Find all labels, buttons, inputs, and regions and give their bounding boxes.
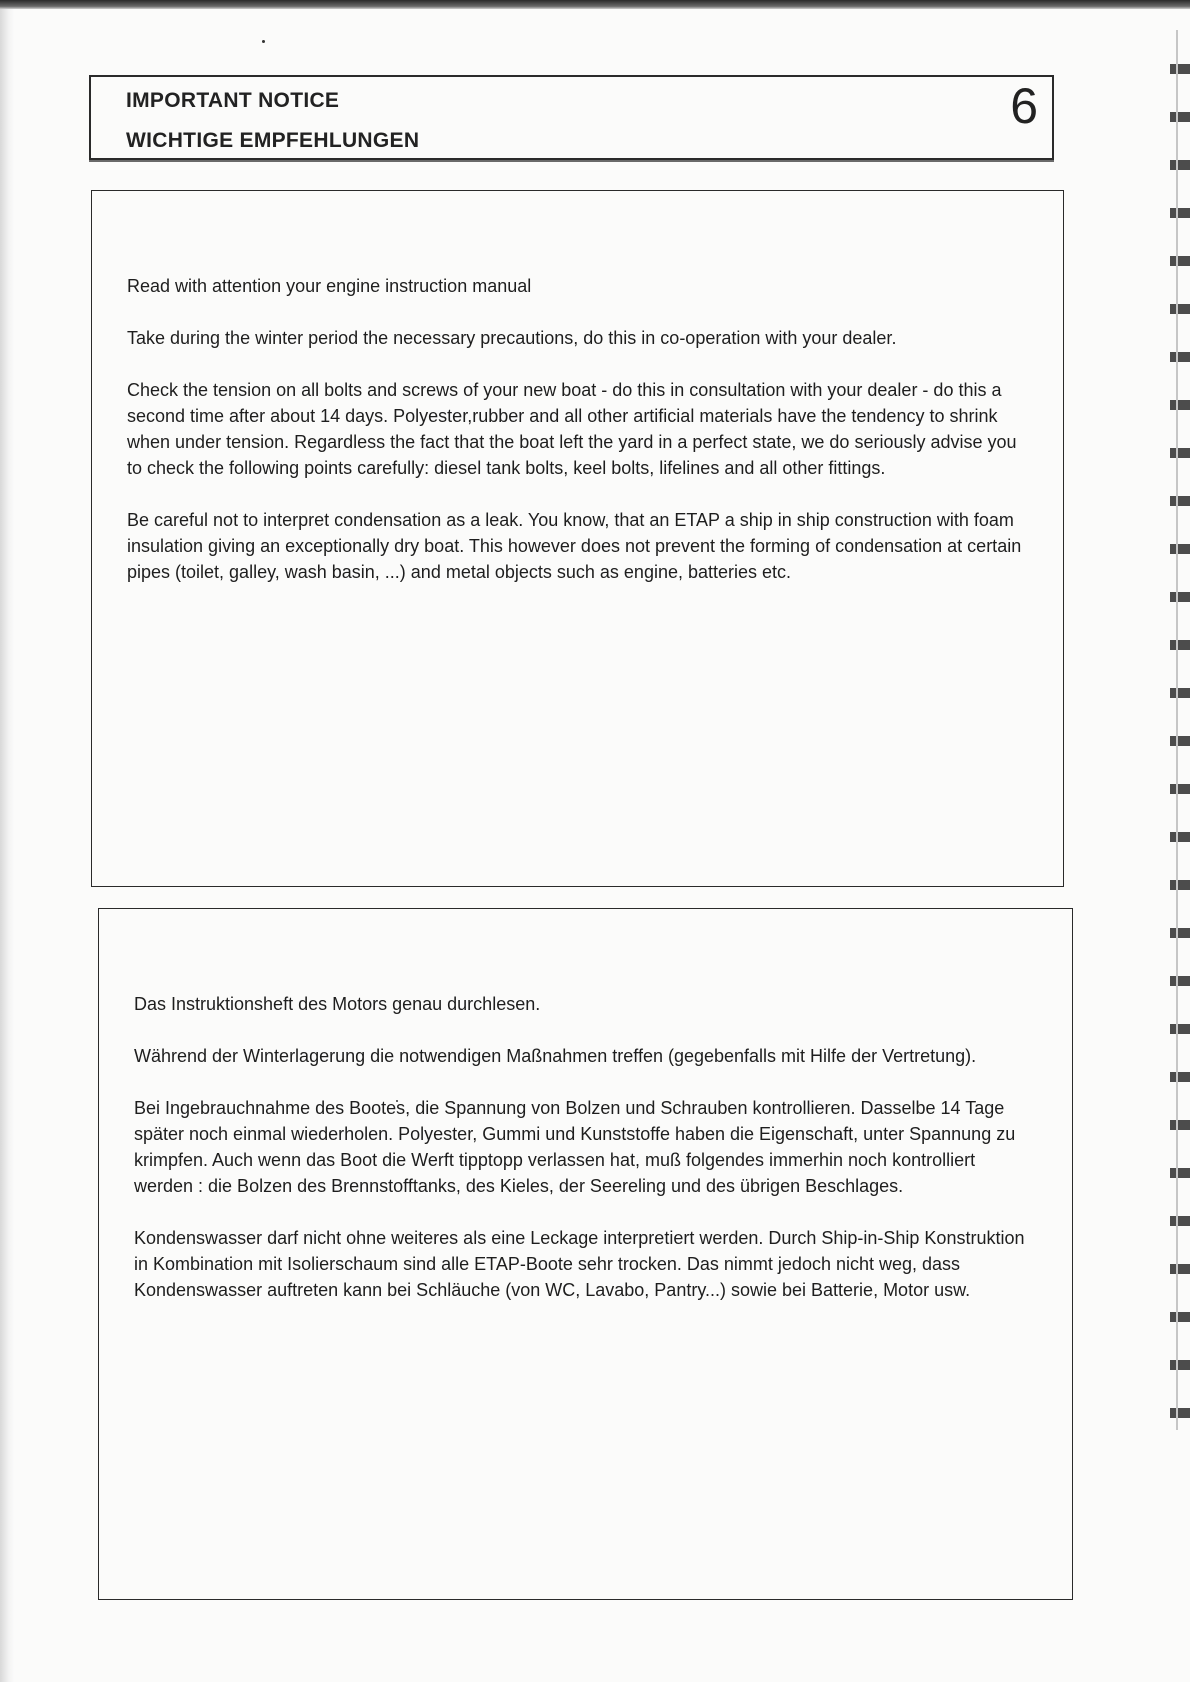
german-paragraph-bolt-tension: Bei Ingebrauchnahme des Bootes, die Spannung von Bolzen und Schrauben kontrollieren. Dasselbe 14 Tage später noch einmal wiederholen. Polyester, Gummi und Kunststoffe haben die Eigenschaft, unter Spannung zu krimpfen. Auch wenn das Boot die Werft tipptopp verlassen hat, muß folgendes immerhin noch kontrolliert werden : die Bolzen des Brennstofftanks, des Kieles, der Seereling und des übrigen Beschlages.	[134, 1098, 1016, 1196]
german-paragraph-condensation: Kondenswasser darf nicht ohne weiteres als eine Leckage interpretiert werden. Durch Ship-in-Ship Konstruktion in Kombination mit Isolierschaum sind alle ETAP-Boote sehr trocken. Das nimmt jedoch nicht weg, dass Kondenswasser auftreten kann bei Schläuche (von WC, Lavabo, Pantry...) sowie bei Batterie, Motor usw.	[134, 1228, 1025, 1300]
notice-header	[89, 75, 1054, 160]
german-paragraph-winter: Während der Winterlagerung die notwendigen Maßnahmen treffen (gegebenfalls mit Hilfe der Vertretung).	[134, 1046, 977, 1066]
english-notice-box	[91, 190, 1064, 887]
header-title-german: WICHTIGE EMPFEHLUNGEN	[126, 129, 420, 152]
german-paragraph-engine-manual: Das Instruktionsheft des Motors genau durchlesen.	[134, 994, 541, 1014]
english-paragraph-winter: Take during the winter period the necessary precautions, do this in co-operation with your dealer.	[127, 328, 897, 348]
spiral-binding	[1170, 30, 1190, 1430]
german-notice-text	[134, 991, 1034, 1329]
scan-top-edge	[0, 0, 1190, 9]
scan-speck	[262, 40, 265, 43]
english-paragraph-engine-manual: Read with attention your engine instruction manual	[127, 276, 532, 296]
english-paragraph-condensation: Be careful not to interpret condensation as a leak. You know, that an ETAP a ship in ship construction with foam insulation giving an exceptionally dry boat. This however does not prevent the forming of condensation at certain pipes (toilet, galley, wash basin, ...) and metal objects such as engine, batteries etc.	[127, 510, 1022, 582]
german-notice-box	[98, 908, 1073, 1600]
scan-left-shadow	[0, 9, 14, 1682]
chapter-number: 6	[1010, 78, 1038, 134]
header-title-english: IMPORTANT NOTICE	[126, 89, 340, 112]
english-notice-text	[127, 273, 1027, 611]
english-paragraph-bolt-tension: Check the tension on all bolts and screws of your new boat - do this in consultation with your dealer - do this a second time after about 14 days. Polyester,rubber and all other artificial materials have the tendency to shrink when under tension. Regardless the fact that the boat left the yard in a perfect state, we do seriously advise you to check the following points carefully: diesel tank bolts, keel bolts, lifelines and all other fittings.	[127, 380, 1017, 478]
